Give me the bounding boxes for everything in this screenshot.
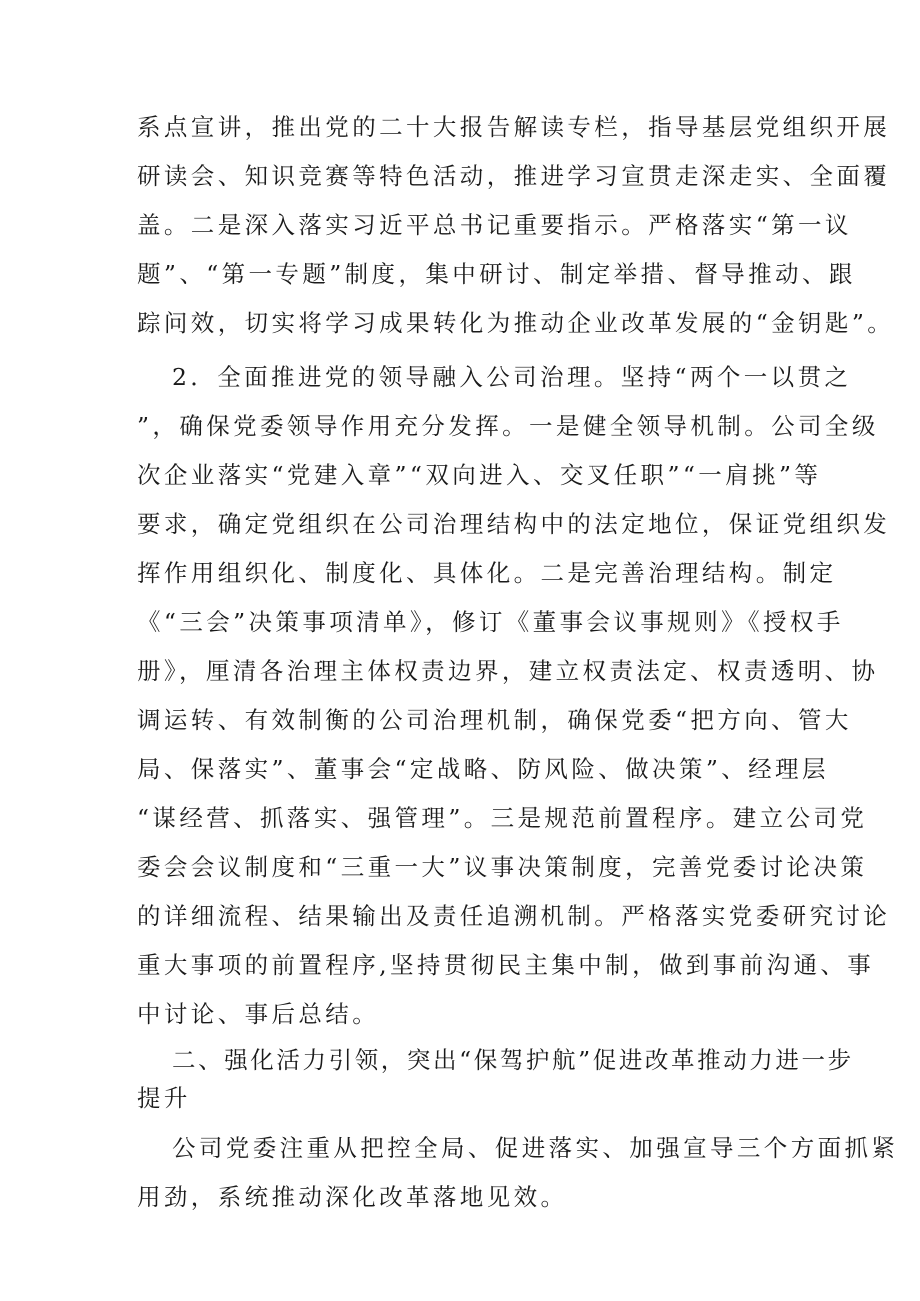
paragraph-2-line-10: “谋经营、抓落实、强管理”。三是规范前置程序。建立公司党 (137, 804, 868, 832)
paragraph-2-line-11: 委会会议制度和“三重一大”议事决策制度，完善党委讨论决策 (137, 853, 868, 881)
section-heading-line-2: 提升 (137, 1084, 191, 1112)
paragraph-1-line-1: 系点宣讲，推出党的二十大报告解读专栏，指导基层党组织开展 (137, 113, 891, 141)
paragraph-1-line-4: 题”、“第一专题”制度，集中研讨、制定举措、督导推动、跟 (137, 260, 856, 288)
paragraph-2-line-14: 中讨论、事后总结。 (137, 1000, 380, 1028)
paragraph-2-line-7: 册》，厘清各治理主体权责边界，建立权责法定、权责透明、协 (137, 657, 879, 685)
paragraph-2-line-4: 要求，确定党组织在公司治理结构中的法定地位，保证党组织发 (137, 510, 891, 538)
paragraph-3-line-1: 公司党委注重从把控全局、促进落实、加强宣导三个方面抓紧 (172, 1134, 899, 1162)
paragraph-2-line-8: 调运转、有效制衡的公司治理机制，确保党委“把方向、管大 (137, 706, 852, 734)
paragraph-2-line-9: 局、保落实”、董事会“定战略、防风险、做决策”、经理层 (137, 755, 829, 783)
paragraph-2-line-5: 挥作用组织化、制度化、具体化。二是完善治理结构。制定 (137, 559, 837, 587)
paragraph-3-line-2: 用劲，系统推动深化改革落地见效。 (137, 1183, 568, 1211)
paragraph-1-line-2: 研读会、知识竞赛等特色活动，推进学习宣贯走深走实、全面覆 (137, 162, 891, 190)
paragraph-1-line-5: 踪问效，切实将学习成果转化为推动企业改革发展的“金钥匙”。 (137, 309, 895, 337)
paragraph-2-line-6: 《“三会”决策事项清单》，修订《董事会议事规则》《授权手 (137, 608, 844, 636)
paragraph-2-line-1: 2．全面推进党的领导融入公司治理。坚持“两个一以贯之 (172, 363, 852, 391)
section-heading-line-1: 二、强化活力引领，突出“保驾护航”促进改革推动力进一步 (172, 1046, 854, 1074)
paragraph-2-line-13: 重大事项的前置程序,坚持贯彻民主集中制，做到事前沟通、事 (137, 951, 875, 979)
paragraph-2-line-2: ”，确保党委领导作用充分发挥。一是健全领导机制。公司全级 (137, 412, 879, 440)
paragraph-2-line-12: 的详细流程、结果输出及责任追溯机制。严格落实党委研究讨论 (137, 902, 891, 930)
paragraph-1-line-3: 盖。二是深入落实习近平总书记重要指示。严格落实“第一议 (137, 211, 852, 239)
paragraph-2-line-3: 次企业落实“党建入章”“双向进入、交叉任职”“一肩挑”等 (137, 461, 822, 489)
